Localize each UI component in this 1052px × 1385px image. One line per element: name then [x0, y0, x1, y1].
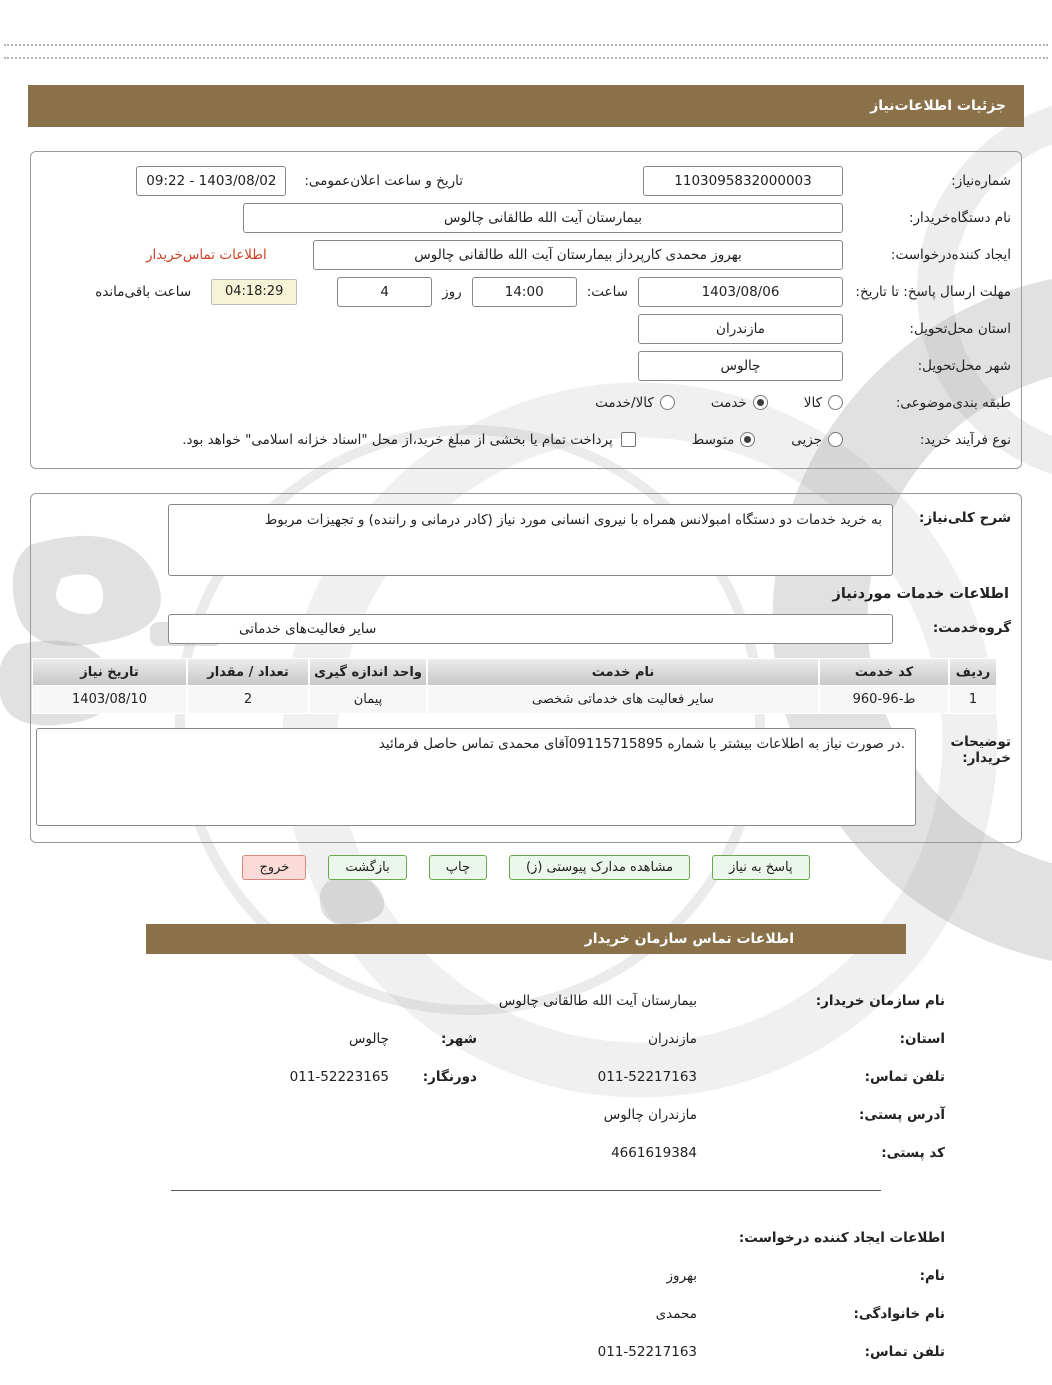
- deadline-time-field[interactable]: 14:00: [472, 277, 577, 307]
- services-section-heading: اطلاعات خدمات موردنیاز: [832, 586, 1009, 602]
- cell-unit: پیمان: [309, 686, 427, 714]
- requester-phone-value: 011-52217163: [597, 1344, 697, 1360]
- services-table-header: [32, 658, 997, 686]
- province-city-row: [0, 1020, 945, 1058]
- first-name-label: نام:: [919, 1268, 945, 1284]
- radio-icon[interactable]: [753, 395, 768, 410]
- deadline-date-field[interactable]: 1403/08/06: [638, 277, 843, 307]
- treasury-note: پرداخت تمام یا بخشی از مبلغ خرید،از محل "اسناد خزانه اسلامی" خواهد بود.: [182, 431, 613, 448]
- process-type-label: نوع فرآیند خرید:: [919, 431, 1011, 448]
- exit-button[interactable]: خروج: [242, 855, 306, 880]
- service-group-row: [41, 614, 1011, 644]
- process-option-medium[interactable]: [692, 432, 755, 448]
- category-row: [41, 384, 1011, 421]
- process-type-row: [41, 421, 1011, 458]
- requester-phone-row: [0, 1333, 945, 1371]
- buyer-org-field[interactable]: بیمارستان آیت الله طالقانی چالوس: [243, 203, 843, 233]
- radio-icon[interactable]: [740, 432, 755, 447]
- announce-datetime-field[interactable]: 1403/08/02 - 09:22: [136, 166, 286, 196]
- requester-field[interactable]: بهروز محمدی کارپرداز بیمارستان آیت الله طالقانی چالوس: [313, 240, 843, 270]
- phone-value: 011-52217163: [597, 1069, 697, 1085]
- delivery-city-label: شهر محل‌تحویل:: [917, 357, 1011, 374]
- delivery-province-field[interactable]: مازندران: [638, 314, 843, 344]
- first-name-row: [0, 1257, 945, 1295]
- column-header-quantity: تعداد / مقدار: [187, 658, 309, 686]
- requester-info-section: [0, 1219, 1052, 1371]
- column-header-need-date: تاریخ نیاز: [32, 658, 187, 686]
- process-option-medium-label: متوسط: [691, 431, 735, 448]
- deadline-row: [41, 273, 1011, 310]
- category-option-goods-service[interactable]: [595, 395, 675, 411]
- cell-quantity: 2: [187, 686, 309, 714]
- category-option-goods-service-label: کالا/خدمت: [595, 394, 654, 411]
- back-button[interactable]: بازگشت: [328, 855, 406, 880]
- last-name-label: نام خانوادگی:: [853, 1306, 945, 1322]
- page-title-bar: [28, 85, 1024, 127]
- postal-code-label: کد پستی:: [881, 1145, 945, 1161]
- buyer-notes-row: [41, 728, 1011, 826]
- delivery-province-label: استان محل‌تحویل:: [909, 320, 1011, 337]
- need-description-textarea[interactable]: به خرید خدمات دو دستگاه امبولانس همراه با نیروی انسانی مورد نیاز (کادر درمانی و راننده) و تجهیزات مربوط: [168, 504, 893, 576]
- respond-to-need-button[interactable]: پاسخ به نیاز: [712, 855, 810, 880]
- top-divider-area: [0, 0, 1052, 59]
- page-title: جزئیات اطلاعات‌نیاز: [870, 98, 1006, 114]
- cell-service-name: سایر فعالیت های خدماتی شخصی: [427, 686, 819, 714]
- cell-row-number: 1: [949, 686, 997, 714]
- remaining-time-label: ساعت باقی‌مانده: [95, 283, 192, 300]
- phone-label: تلفن تماس:: [864, 1069, 945, 1085]
- radio-icon[interactable]: [660, 395, 675, 410]
- delivery-city-row: [41, 347, 1011, 384]
- buyer-org-label: نام دستگاه‌خریدار:: [908, 209, 1011, 226]
- radio-icon[interactable]: [828, 432, 843, 447]
- radio-icon[interactable]: [828, 395, 843, 410]
- print-button[interactable]: چاپ: [429, 855, 487, 880]
- postal-code-row: [0, 1134, 945, 1172]
- buyer-notes-label: توضیحات خریدار:: [950, 734, 1011, 766]
- buyer-notes-textarea[interactable]: .در صورت نیاز به اطلاعات بیشتر با شماره 09115715895آقای محمدی تماس حاصل فرمائید: [36, 728, 916, 826]
- category-option-goods[interactable]: [804, 395, 843, 411]
- dotted-divider: [4, 57, 1048, 59]
- postal-code-value: 4661619384: [611, 1145, 697, 1161]
- postal-address-value: مازندران چالوس: [603, 1107, 697, 1123]
- column-header-service-name: نام خدمت: [427, 658, 819, 686]
- first-name-value: بهروز: [666, 1268, 697, 1284]
- deadline-label: مهلت ارسال پاسخ: تا تاریخ:: [855, 283, 1011, 300]
- need-number-row: [41, 162, 1011, 199]
- last-name-row: [0, 1295, 945, 1333]
- process-option-minor[interactable]: [791, 432, 843, 448]
- cell-service-code: ط-96-960: [819, 686, 949, 714]
- need-description-row: [41, 504, 1011, 576]
- category-option-service[interactable]: [711, 395, 768, 411]
- column-header-row-number: ردیف: [949, 658, 997, 686]
- deadline-days-field[interactable]: 4: [337, 277, 432, 307]
- requester-label: ایجاد کننده‌درخواست:: [890, 246, 1011, 263]
- city-label: شهر:: [441, 1031, 477, 1047]
- need-number-label: شماره‌نیاز:: [951, 172, 1011, 189]
- contact-section-bar: [146, 924, 906, 954]
- fax-label: دورنگار:: [422, 1069, 477, 1085]
- announce-datetime-label: تاریخ و ساعت اعلان‌عمومی:: [304, 172, 463, 189]
- buyer-contact-link[interactable]: اطلاعات تماس‌خریدار: [146, 246, 267, 263]
- dotted-divider: [4, 44, 1048, 46]
- org-name-row: [0, 982, 945, 1020]
- org-name-label: نام سازمان خریدار:: [815, 993, 945, 1009]
- last-name-value: محمدی: [655, 1306, 697, 1322]
- buyer-org-row: [41, 199, 1011, 236]
- delivery-province-row: [41, 310, 1011, 347]
- province-label: استان:: [899, 1031, 945, 1047]
- deadline-days-label: روز: [442, 283, 462, 300]
- category-option-goods-label: کالا: [803, 394, 822, 411]
- service-group-label: گروه‌خدمت:: [932, 620, 1011, 636]
- remaining-time-display: 04:18:29: [211, 279, 297, 305]
- table-row[interactable]: [32, 686, 997, 714]
- services-table: [32, 658, 997, 714]
- category-option-service-label: خدمت: [710, 394, 747, 411]
- services-panel: [30, 493, 1022, 843]
- action-buttons-row: [0, 855, 1052, 880]
- need-number-field[interactable]: 1103095832000003: [643, 166, 843, 196]
- phone-fax-row: [0, 1058, 945, 1096]
- column-header-unit: واحد اندازه گیری: [309, 658, 427, 686]
- requester-phone-label: تلفن تماس:: [864, 1344, 945, 1360]
- postal-address-label: آدرس پستی:: [858, 1107, 945, 1123]
- deadline-time-label: ساعت:: [586, 283, 628, 300]
- requester-info-heading: اطلاعات ایجاد کننده درخواست:: [738, 1230, 945, 1246]
- section-separator: [171, 1190, 881, 1191]
- need-description-label: شرح کلی‌نیاز:: [919, 510, 1011, 526]
- process-option-minor-label: جزیی: [791, 431, 822, 448]
- column-header-service-code: کد خدمت: [819, 658, 949, 686]
- need-details-panel: [30, 151, 1022, 469]
- postal-address-row: [0, 1096, 945, 1134]
- requester-row: [41, 236, 1011, 273]
- city-value: چالوس: [348, 1031, 389, 1047]
- delivery-city-field[interactable]: چالوس: [638, 351, 843, 381]
- org-name-value: بیمارستان آیت الله طالقانی چالوس: [498, 993, 697, 1009]
- fax-value: 011-52223165: [289, 1069, 389, 1085]
- treasury-checkbox[interactable]: [621, 432, 636, 447]
- view-attachments-button[interactable]: مشاهده مدارک پیوستی (ز): [509, 855, 690, 880]
- province-value: مازندران: [648, 1031, 697, 1047]
- contact-section-title: اطلاعات تماس سازمان خریدار: [584, 931, 794, 947]
- contact-section: [0, 982, 1052, 1172]
- cell-need-date: 1403/08/10: [32, 686, 187, 714]
- service-group-field[interactable]: سایر فعالیت‌های خدماتی: [168, 614, 893, 644]
- category-label: طبقه بندی‌موضوعی:: [895, 394, 1011, 411]
